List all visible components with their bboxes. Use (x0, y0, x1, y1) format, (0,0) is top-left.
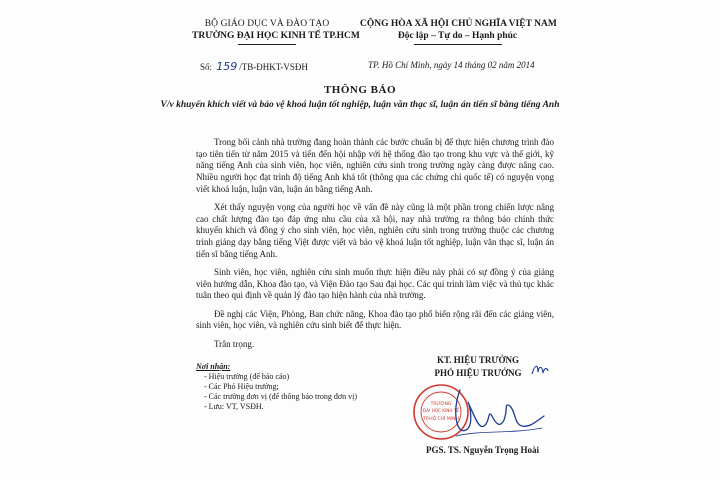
recipients-block (196, 362, 396, 412)
signer-name: PGS. TS. Nguyễn Trọng Hoài (425, 445, 540, 455)
reference-number (200, 60, 308, 73)
reference-prefix: Số: (200, 62, 213, 72)
recipient-item: - Hiệu trưởng (để báo cáo) (204, 372, 290, 381)
document-subject: V/v khuyến khích viết và bảo vệ khoá luận tốt nghiệp, luận văn thạc sĩ, luận án tiến sĩ bằng tiếng Anh (160, 100, 560, 110)
body-paragraph: Sinh viên, học viên, nghiên cứu sinh muốn thực hiện điều này phải có sự đồng ý của giảng viên hướng dẫn, Khoa đào tạo, và Viện Đào tạo Sau đại học. Các qui trình làm việc và thủ tục khác tuân theo qui định về quản lý đào tạo hiện hành của nhà trường. (196, 267, 554, 301)
body-paragraph: Trong bối cảnh nhà trường đang hoàn thành các bước chuẩn bị để thực hiện chương trình đào tạo tiên tiến từ năm 2015 và tiến đến hội nhập với hệ thống đào tạo trong khu vực và thế giới, kỹ năng tiếng Anh của sinh viên, học viên, nghiên cứu sinh trong trường ngày càng được nâng cao. Nhiều người học đạt trình độ tiếng Anh khá tốt (thông qua các chứng chỉ quốc tế) có nguyện vọng viết khoá luận, luận văn, luận án bằng tiếng Anh. (196, 137, 554, 194)
issuer-underline (238, 44, 296, 45)
seal-text-line1: TRƯỜNG (430, 402, 452, 407)
signature-title-line2: PHÓ HIỆU TRƯỞNG (434, 368, 522, 378)
recipient-item: - Lưu: VT, VSĐH. (204, 402, 264, 411)
body-paragraph: Xét thấy nguyện vọng của người học về vấn đề này cũng là một phần trong chiến lược nâng cao chất lượng đào tạo đáp ứng nhu cầu của xã hội, nay nhà trường ra thông báo chính thức khuyến khích và đồng ý cho sinh viên, học viên, nghiên cứu sinh trong trường thuộc các chương trình giảng dạy bằng tiếng Việt được viết và bảo vệ khoá luận tốt nghiệp, luận văn thạc sĩ, luận án tiến sĩ bằng tiếng Anh. (196, 202, 554, 259)
seal-text-line2: ĐẠI HỌC KINH TẾ (422, 408, 460, 413)
motto-underline (414, 44, 502, 45)
republic-name: CỘNG HÒA XÃ HỘI CHỦ NGHĨA VIỆT NAM (360, 19, 557, 29)
body-paragraph: Đề nghị các Viện, Phòng, Ban chức năng, Khoa đào tạo phổ biến rộng rãi đến các giảng viên, sinh viên, học viên, và nghiên cứu sinh biết để thực hiện. (196, 308, 554, 331)
recipients-label: Nơi nhận: (196, 362, 231, 371)
school-name: TRƯỜNG ĐẠI HỌC KINH TẾ TP.HCM (192, 31, 360, 41)
signature-title-line1: KT. HIỆU TRƯỞNG (436, 355, 520, 365)
issuer-header (192, 18, 360, 42)
closing-line: Trân trọng. (214, 338, 255, 349)
document-title: THÔNG BÁO (323, 84, 397, 96)
date-line: TP. Hồ Chí Minh, ngày 14 tháng 02 năm 2014 (368, 60, 535, 70)
seal-text-line3: TP.HỒ CHÍ MINH (423, 417, 459, 422)
recipient-item: - Các Phó Hiệu trưởng; (204, 382, 279, 391)
initials-mark (530, 362, 550, 378)
national-header (360, 18, 555, 42)
reference-suffix: /TB-ĐHKT-VSĐH (239, 62, 308, 72)
handwritten-signature (430, 380, 550, 450)
recipient-item: - Các trường đơn vị (để thông báo trong đơn vị) (204, 392, 357, 401)
ministry-name: BỘ GIÁO DỤC VÀ ĐÀO TẠO (204, 19, 330, 29)
reference-handwritten-number: 159 (216, 60, 238, 73)
national-motto: Độc lập – Tự do – Hạnh phúc (397, 31, 518, 41)
document-body (196, 137, 554, 357)
